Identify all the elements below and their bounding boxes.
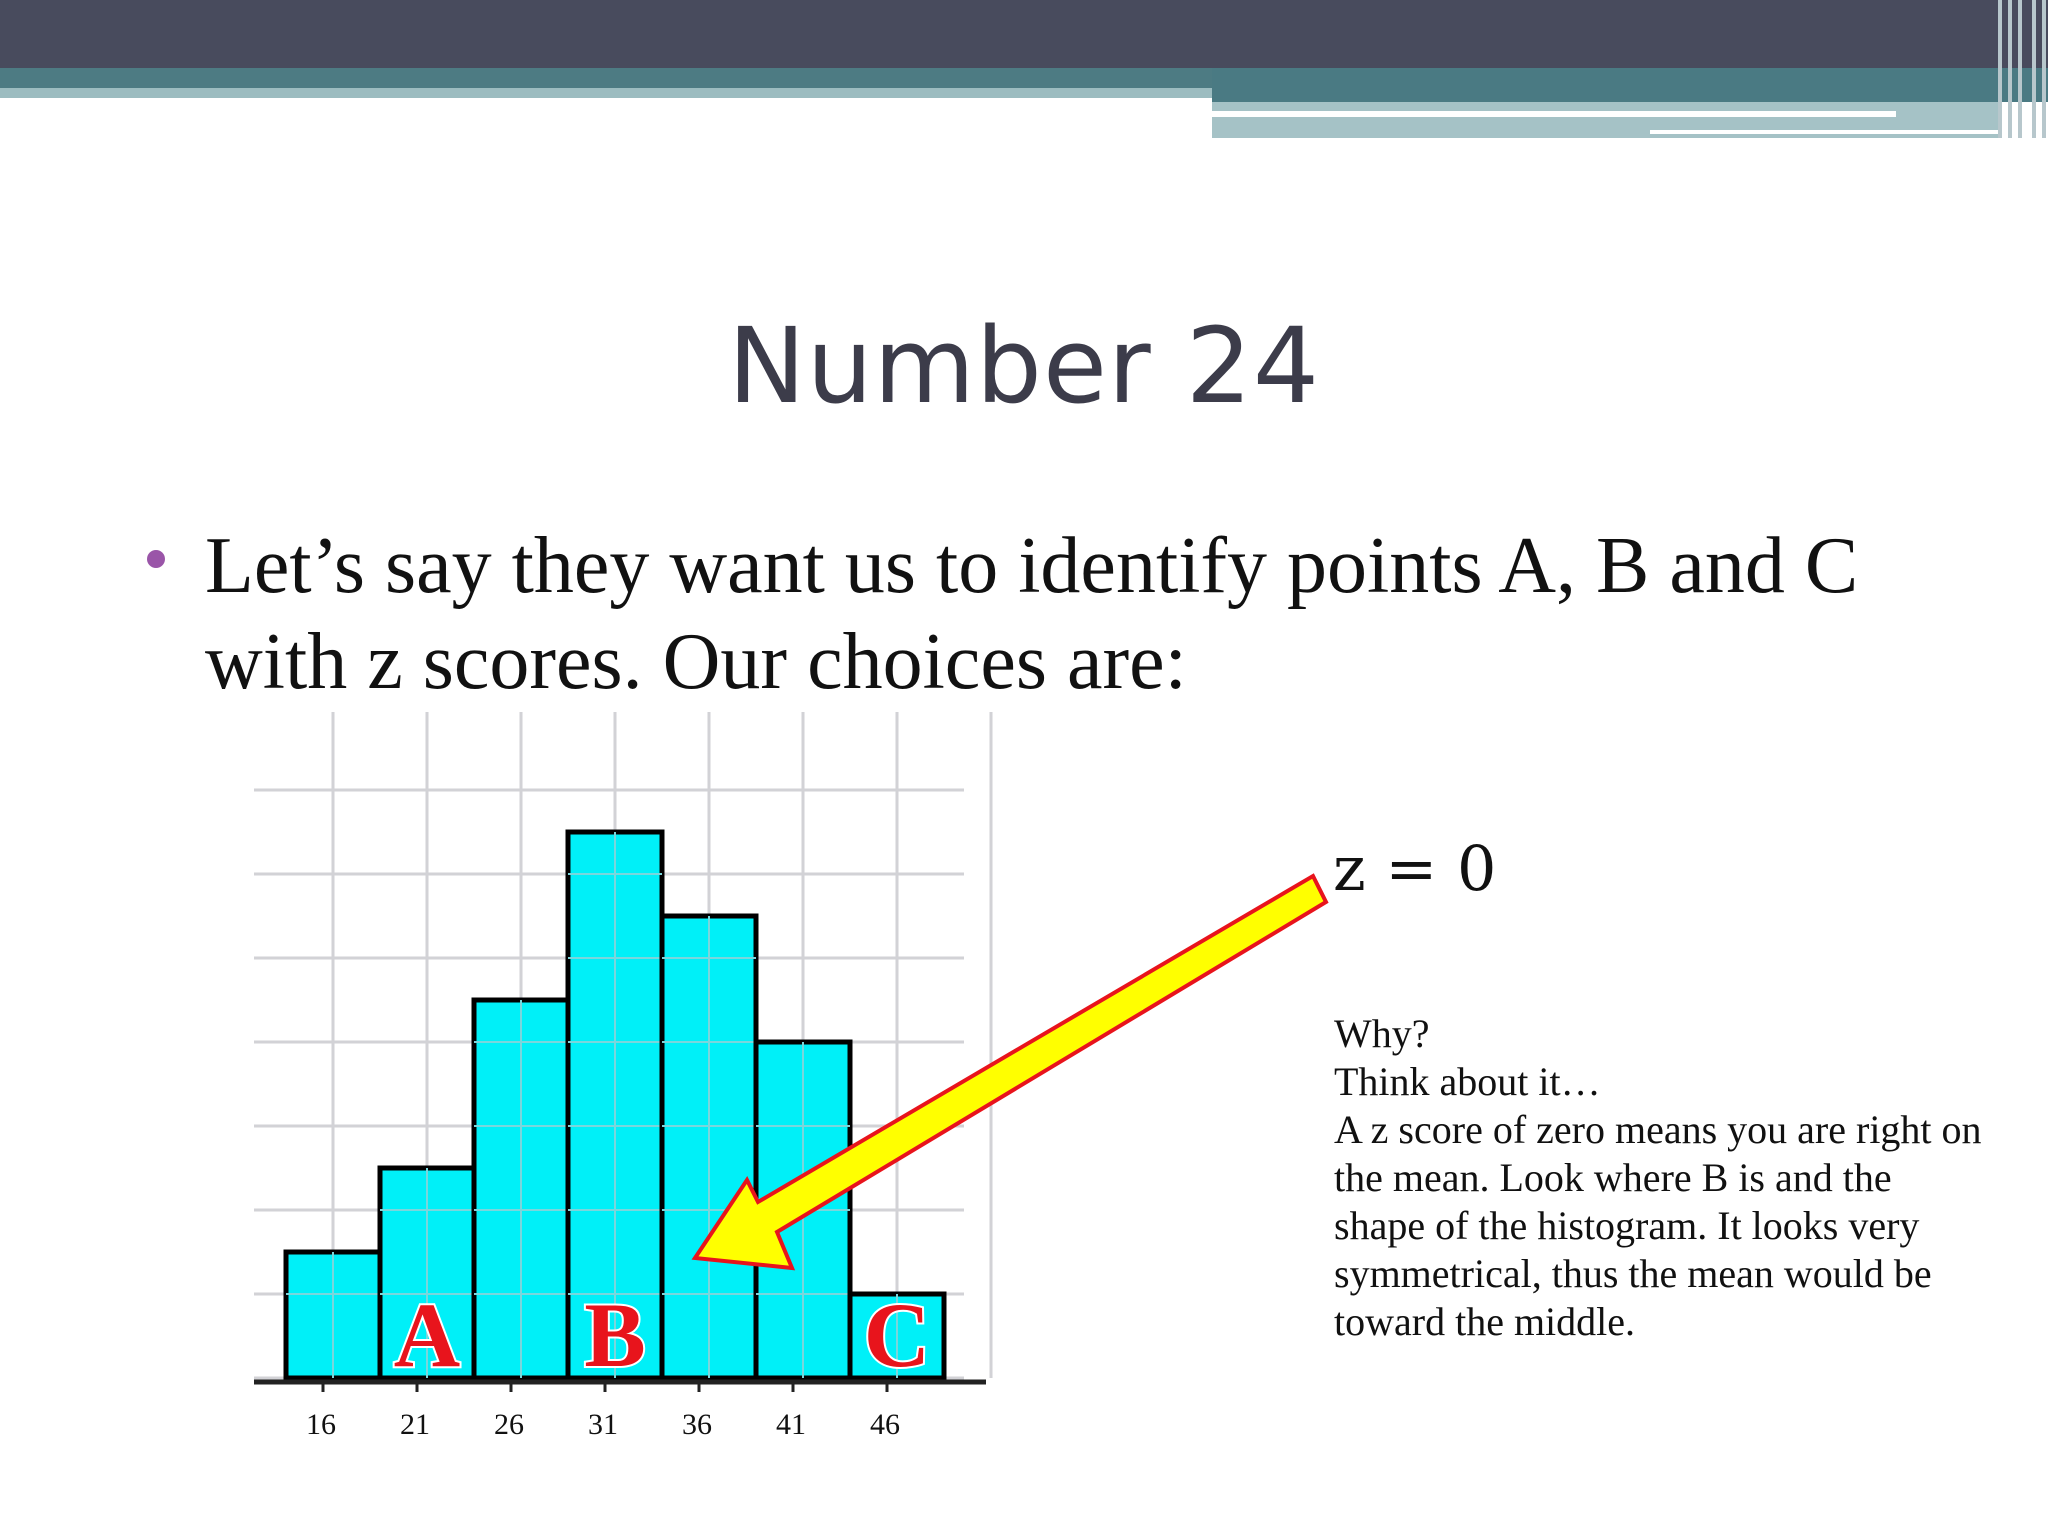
bullet-text: Let’s say they want us to identify points A, B and C with z scores. Our choices are:: [205, 522, 1859, 706]
point-label: B: [584, 1284, 646, 1386]
x-tick-label: 16: [306, 1408, 336, 1441]
explanation-text: [1334, 1010, 2034, 1346]
arrow-icon: [690, 850, 1330, 1290]
header-bar-teal-light: [0, 88, 1212, 98]
explanation-line: Why?: [1334, 1011, 1430, 1056]
bullet-dot: [147, 550, 165, 568]
x-tick-label: 41: [776, 1408, 806, 1441]
header-accent-line: [1212, 111, 1896, 117]
header-accent-line-short: [1650, 130, 2000, 134]
explanation-line: symmetrical, thus the mean would be: [1334, 1251, 1932, 1296]
x-tick-label: 31: [588, 1408, 618, 1441]
header-bar-teal: [0, 68, 1212, 88]
point-label: A: [393, 1284, 461, 1386]
x-tick-label: 26: [494, 1408, 524, 1441]
explanation-line: toward the middle.: [1334, 1299, 1636, 1344]
slide-title: Number 24: [727, 305, 1321, 427]
explanation-line: A z score of zero means you are right on: [1334, 1107, 1982, 1152]
explanation-line: Think about it…: [1334, 1059, 1601, 1104]
explanation-line: shape of the histogram. It looks very: [1334, 1203, 1920, 1248]
x-tick-label: 46: [870, 1408, 900, 1441]
answer-z-score: z = 0: [1333, 832, 1497, 905]
explanation-line: the mean. Look where B is and the: [1334, 1155, 1892, 1200]
header-edge-lines: [1992, 0, 2048, 138]
x-tick-label: 36: [682, 1408, 712, 1441]
header-accent-teal: [1212, 68, 2048, 102]
x-tick-label: 21: [400, 1408, 430, 1441]
header-bar-dark: [0, 0, 2048, 68]
point-label: C: [863, 1284, 931, 1386]
